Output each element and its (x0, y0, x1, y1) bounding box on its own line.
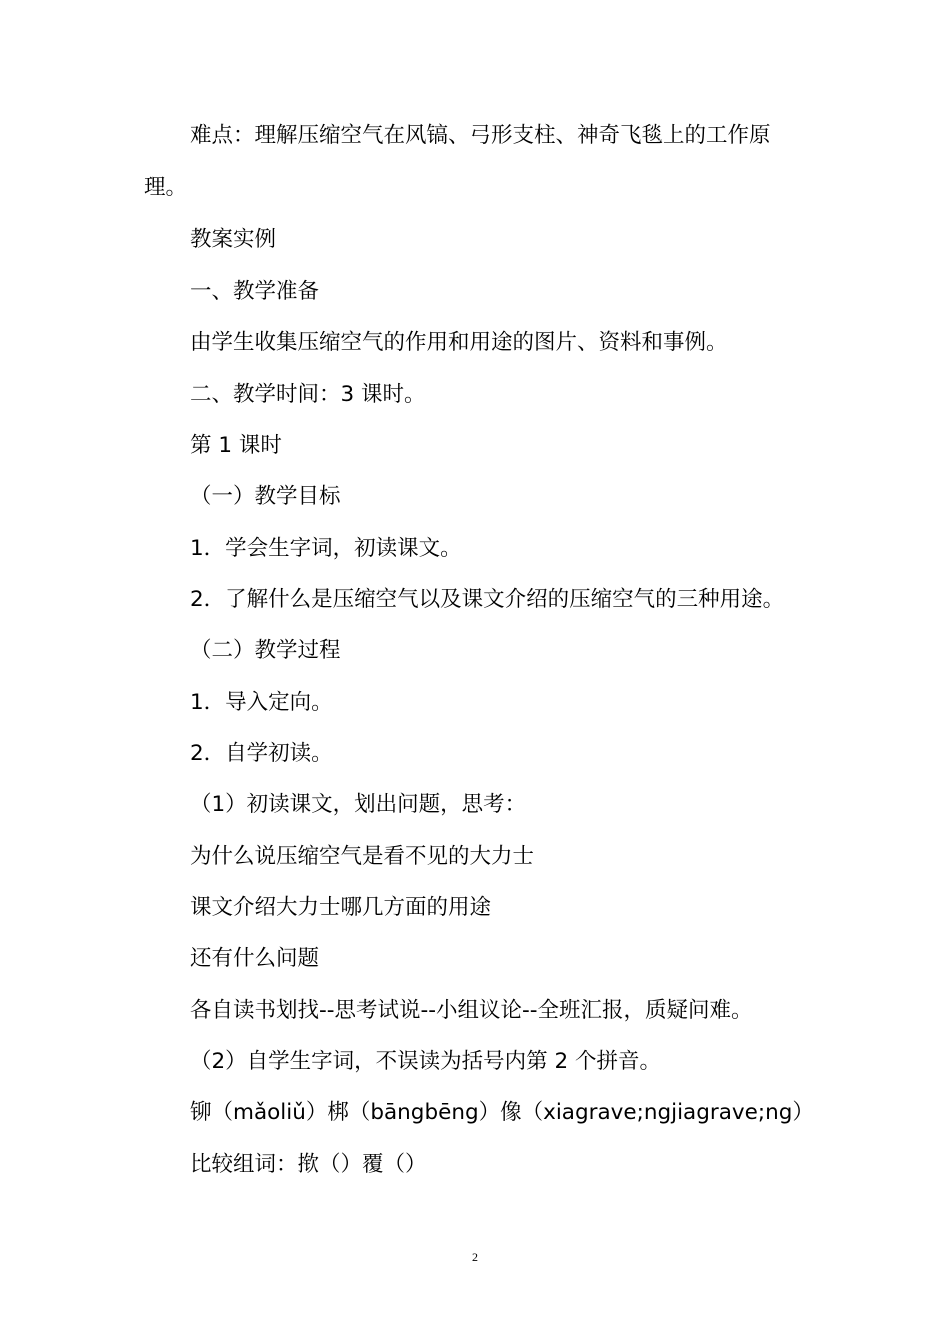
section-heading-example: 教案实例 (190, 227, 277, 252)
process-step-2: 2．自学初读。 (190, 741, 333, 766)
difficulty-paragraph: 难点：理解压缩空气在风镐、弓形支柱、神奇飞毯上的工作原 (190, 123, 771, 148)
heading-process: （二）教学过程 (190, 638, 341, 663)
sub-step-1: （1）初读课文，划出问题，思考： (190, 792, 527, 817)
question-1: 为什么说压缩空气是看不见的大力士 (190, 844, 535, 869)
compare-words-line: 比较组词：揿（）覆（） (190, 1152, 427, 1177)
objective-2: 2．了解什么是压缩空气以及课文介绍的压缩空气的三种用途。 (190, 587, 785, 612)
page-number: 2 (472, 1250, 478, 1264)
heading-preparation: 一、教学准备 (190, 279, 320, 304)
heading-objectives: （一）教学目标 (190, 484, 341, 509)
question-3: 还有什么问题 (190, 946, 320, 971)
pinyin-line: 铆（mǎoliǔ）梆（bāngbēng）像（xiagrave;ngjiagrave;ng） (190, 1100, 814, 1125)
preparation-text: 由学生收集压缩空气的作用和用途的图片、资料和事例。 (190, 330, 728, 355)
process-step-1: 1．导入定向。 (190, 690, 333, 715)
sub-step-2: （2）自学生字词，不误读为括号内第 2 个拼音。 (190, 1049, 662, 1074)
difficulty-paragraph-continuation: 理。 (144, 175, 188, 200)
activity-flow: 各自读书划找--思考试说--小组议论--全班汇报，质疑问难。 (190, 998, 753, 1023)
heading-teaching-time: 二、教学时间：3 课时。 (190, 382, 426, 407)
question-2: 课文介绍大力士哪几方面的用途 (190, 895, 492, 920)
objective-1: 1．学会生字词，初读课文。 (190, 536, 462, 561)
lesson-1-heading: 第 1 课时 (190, 433, 282, 458)
